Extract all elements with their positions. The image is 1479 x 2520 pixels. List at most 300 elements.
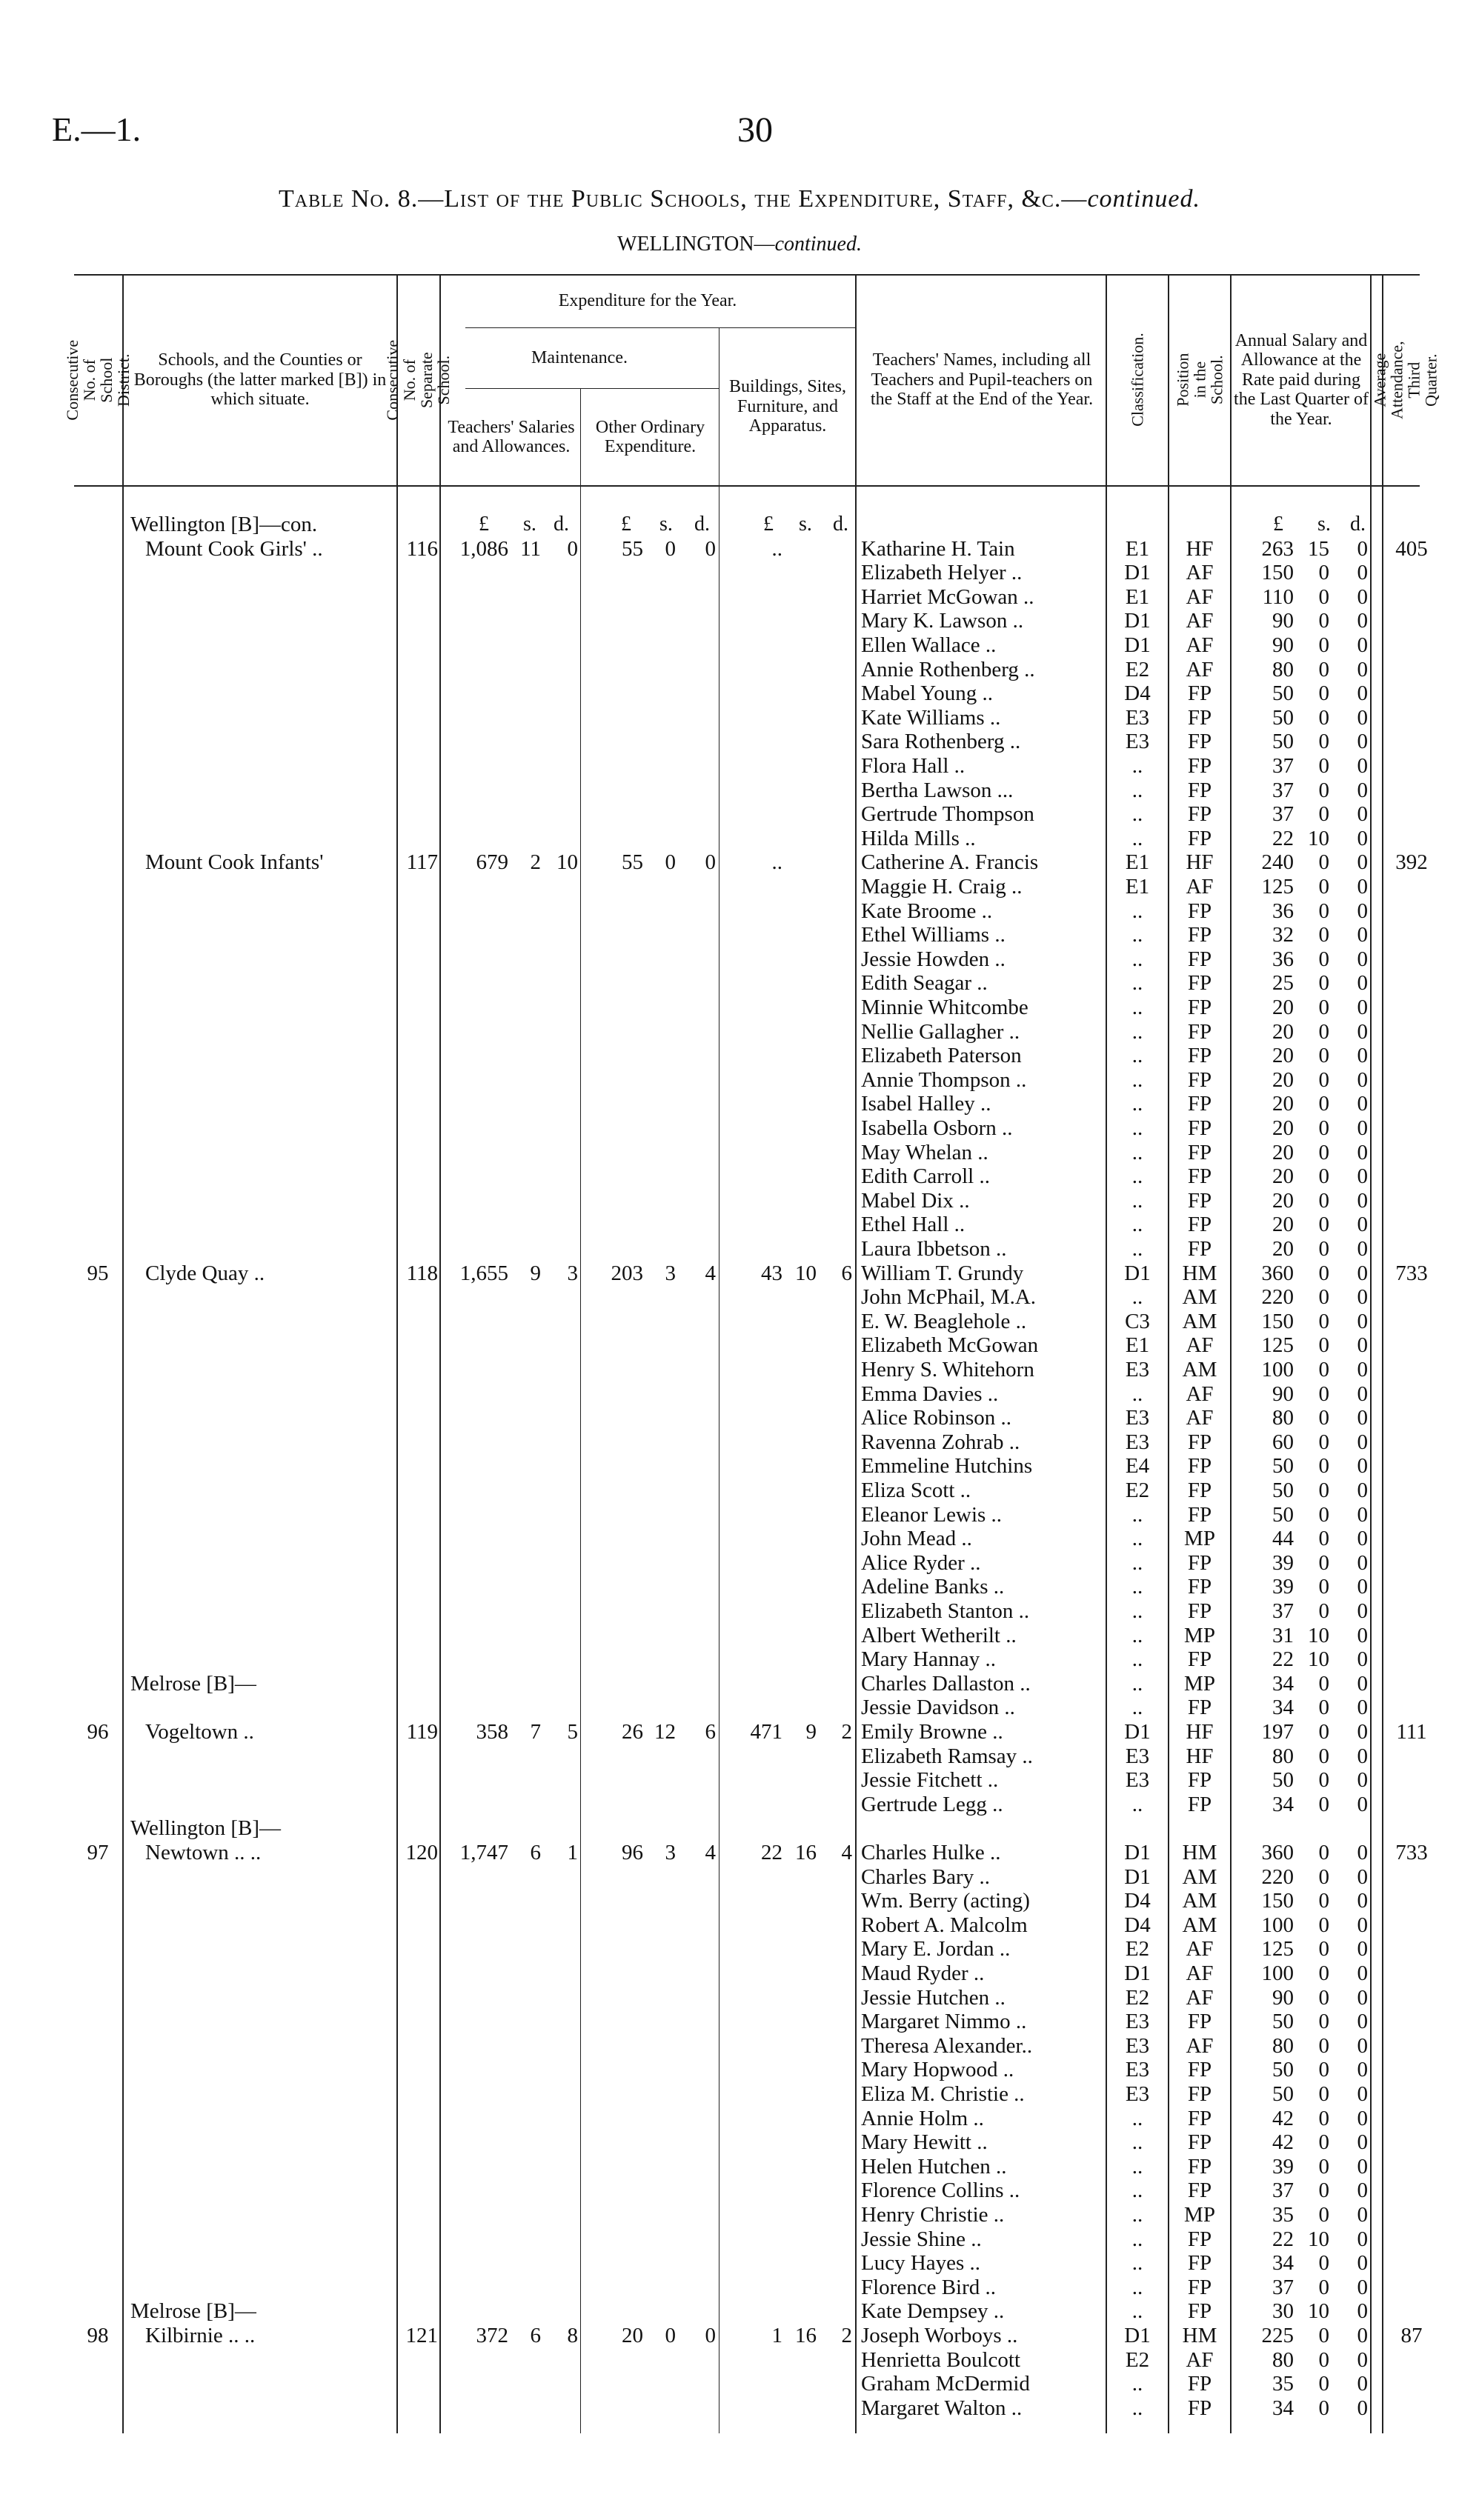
school-cell: Newtown .. .. — [145, 1841, 262, 1864]
annual-shillings-cell: 0 — [1318, 1768, 1329, 1793]
classification-cell: D1 — [1124, 561, 1151, 585]
annual-pence-cell: 0 — [1357, 1647, 1368, 1672]
teacher-name-cell: Annie Holm .. — [861, 2106, 984, 2130]
annual-pence-cell: 0 — [1357, 2299, 1368, 2324]
sep-school-cell: 119 — [406, 1720, 438, 1744]
position-cell: FP — [1187, 2251, 1212, 2276]
table-row — [0, 2324, 1479, 2348]
teacher-name-cell: Hilda Mills .. — [861, 826, 976, 850]
col-header-classification: Classification. — [1128, 333, 1147, 427]
other-pence-cell: 4 — [705, 1841, 716, 1864]
annual-pence-cell: 0 — [1357, 1454, 1368, 1479]
teacher-name-cell: Eliza M. Christie .. — [861, 2082, 1025, 2106]
table-row — [0, 2276, 1479, 2300]
classification-cell: D4 — [1124, 1913, 1151, 1937]
teacher-name-cell: Maud Ryder .. — [861, 1961, 985, 1985]
other-pounds-cell: 55 — [622, 536, 643, 561]
classification-cell: .. — [1131, 1527, 1143, 1551]
position-cell: HM — [1182, 1841, 1217, 1864]
table-row — [0, 1768, 1479, 1793]
annual-shillings-cell: 0 — [1318, 1864, 1329, 1889]
other-pence-cell: 0 — [705, 2324, 716, 2347]
other-shillings-cell: 3 — [665, 1841, 676, 1864]
annual-pounds-cell: 220 — [1261, 1285, 1294, 1310]
annual-pounds-cell: 34 — [1272, 1696, 1294, 1720]
classification-cell: .. — [1131, 2275, 1143, 2299]
annual-shillings-cell: 0 — [1318, 1213, 1329, 1237]
teacher-name-cell: Henry S. Whitehorn — [861, 1358, 1034, 1381]
sep-school-cell: 118 — [406, 1261, 438, 1285]
position-cell: AF — [1186, 561, 1214, 585]
annual-pence-cell: 0 — [1357, 1164, 1368, 1189]
classification-cell: .. — [1131, 1647, 1143, 1672]
annual-pounds-cell: 22 — [1272, 2227, 1294, 2251]
table-row — [0, 1358, 1479, 1382]
salary-pounds-cell: 1,655 — [459, 1261, 508, 1285]
table-row — [0, 1841, 1479, 1865]
teacher-name-cell: Katharine H. Tain — [861, 536, 1015, 561]
annual-shillings-cell: 0 — [1318, 802, 1329, 827]
other-pounds-cell: 20 — [622, 2324, 643, 2347]
classification-cell: E3 — [1125, 705, 1150, 730]
teacher-name-cell: Mary Hewitt .. — [861, 2130, 988, 2155]
table-row — [0, 779, 1479, 803]
buildings-shillings-cell: 9 — [805, 1720, 817, 1744]
position-cell: FP — [1187, 2299, 1212, 2324]
annual-shillings-cell: 0 — [1318, 2372, 1329, 2396]
buildings-pence-cell: 2 — [841, 1720, 852, 1744]
annual-pence-cell: 0 — [1357, 996, 1368, 1019]
annual-pence-cell: 0 — [1357, 1696, 1368, 1720]
classification-cell: .. — [1131, 971, 1143, 996]
annual-pence-cell: 0 — [1357, 1285, 1368, 1310]
sep-school-cell: 120 — [405, 1841, 438, 1864]
annual-pounds-cell: 90 — [1272, 1985, 1294, 2010]
position-cell: FP — [1187, 1768, 1212, 1793]
annual-pence-cell: 0 — [1357, 826, 1368, 850]
annual-pounds-cell: 80 — [1272, 1744, 1294, 1768]
position-cell: AF — [1186, 2033, 1214, 2058]
salary-pence-cell: 8 — [567, 2324, 578, 2347]
other-pounds-cell: 26 — [622, 1720, 643, 1744]
classification-cell: .. — [1131, 2227, 1143, 2251]
annual-shillings-cell: 0 — [1318, 1019, 1329, 1044]
teacher-name-cell: Kate Dempsey .. — [861, 2299, 1005, 2324]
annual-shillings-cell: 0 — [1318, 1067, 1329, 1092]
position-cell: AM — [1182, 1285, 1217, 1310]
classification-cell: .. — [1131, 1502, 1143, 1527]
position-cell: AF — [1186, 2347, 1214, 2372]
sep-school-cell: 117 — [406, 850, 438, 875]
position-cell: FP — [1187, 2010, 1212, 2034]
classification-cell: .. — [1131, 2251, 1143, 2276]
teacher-name-cell: Jessie Davidson .. — [861, 1696, 1015, 1720]
school-cell: Mount Cook Girls' .. — [145, 536, 323, 561]
classification-cell: .. — [1131, 2299, 1143, 2324]
table-row — [0, 827, 1479, 851]
annual-shillings-cell: 0 — [1318, 947, 1329, 971]
annual-pounds-cell: 37 — [1272, 2179, 1294, 2203]
table-row — [0, 947, 1479, 972]
table-row — [0, 1044, 1479, 1068]
table-row — [0, 2010, 1479, 2034]
teacher-name-cell: Ethel Williams .. — [861, 923, 1006, 947]
classification-cell: E3 — [1125, 2033, 1150, 2058]
teacher-name-cell: Eliza Scott .. — [861, 1479, 971, 1502]
table-row — [0, 2130, 1479, 2155]
teacher-name-cell: Helen Hutchen .. — [861, 2154, 1007, 2179]
annual-shillings-cell: 0 — [1318, 2396, 1329, 2420]
buildings-pence-cell: 2 — [841, 2324, 852, 2347]
classification-cell: .. — [1131, 1575, 1143, 1599]
buildings-shillings-cell: 10 — [795, 1261, 817, 1285]
table-row — [0, 609, 1479, 633]
annual-pence-cell: 0 — [1357, 947, 1368, 971]
teacher-name-cell: Alice Robinson .. — [861, 1406, 1011, 1430]
annual-pence-cell: 0 — [1357, 1961, 1368, 1985]
table-row — [0, 2034, 1479, 2059]
position-cell: FP — [1187, 2082, 1212, 2106]
col-header-other: Other Ordinary Expenditure. — [595, 417, 705, 456]
classification-cell: .. — [1131, 2203, 1143, 2227]
annual-pence-cell: 0 — [1357, 536, 1368, 561]
position-cell: FP — [1187, 1502, 1212, 1527]
annual-pence-cell: 0 — [1357, 1479, 1368, 1502]
buildings-pounds-cell: 471 — [750, 1720, 782, 1744]
annual-shillings-cell: 0 — [1318, 1599, 1329, 1623]
table-row — [0, 681, 1479, 706]
annual-shillings-cell: 0 — [1318, 1164, 1329, 1189]
position-cell: FP — [1187, 1044, 1212, 1068]
classification-cell: .. — [1131, 947, 1143, 971]
classification-cell: D1 — [1124, 633, 1151, 657]
classification-cell: D1 — [1124, 1841, 1151, 1864]
annual-pounds-cell: 36 — [1272, 947, 1294, 971]
annual-pence-cell: 0 — [1357, 2324, 1368, 2347]
classification-cell: D1 — [1124, 1864, 1151, 1889]
annual-shillings-cell: 0 — [1318, 1575, 1329, 1599]
table-row — [0, 923, 1479, 947]
annual-shillings-cell: 0 — [1318, 923, 1329, 947]
position-cell: AF — [1186, 875, 1214, 899]
annual-pence-cell: 0 — [1357, 705, 1368, 730]
teacher-name-cell: Edith Carroll .. — [861, 1164, 990, 1189]
teacher-name-cell: Mary K. Lawson .. — [861, 609, 1024, 633]
table-row — [0, 2227, 1479, 2252]
table-row — [0, 1285, 1479, 1310]
annual-pence-cell: 0 — [1357, 850, 1368, 875]
classification-cell: D1 — [1124, 1720, 1151, 1744]
annual-pence-cell: 0 — [1357, 1406, 1368, 1430]
annual-pounds-cell: 100 — [1261, 1913, 1294, 1937]
position-cell: FP — [1187, 899, 1212, 923]
position-cell: FP — [1187, 996, 1212, 1019]
annual-pounds-cell: 34 — [1272, 1671, 1294, 1696]
annual-pence-cell: 0 — [1357, 1599, 1368, 1623]
annual-pounds-cell: 100 — [1261, 1358, 1294, 1381]
position-cell: FP — [1187, 2275, 1212, 2299]
annual-pence-cell: 0 — [1357, 2033, 1368, 2058]
annual-pounds-cell: 80 — [1272, 2033, 1294, 2058]
annual-shillings-cell: 10 — [1308, 1623, 1329, 1647]
annual-pence-cell: 0 — [1357, 2130, 1368, 2155]
teacher-name-cell: Catherine A. Francis — [861, 850, 1039, 875]
table-row — [0, 2372, 1479, 2396]
classification-cell: .. — [1131, 923, 1143, 947]
position-cell: FP — [1187, 2396, 1212, 2420]
annual-pounds-cell: 80 — [1272, 657, 1294, 681]
table-row — [0, 1454, 1479, 1479]
position-cell: FP — [1187, 2227, 1212, 2251]
annual-pence-cell: 0 — [1357, 2372, 1368, 2396]
annual-pence-cell: 0 — [1357, 1067, 1368, 1092]
annual-shillings-cell: 0 — [1318, 850, 1329, 875]
teacher-name-cell: Theresa Alexander.. — [861, 2033, 1033, 2058]
annual-pounds-cell: 50 — [1272, 2010, 1294, 2034]
other-shillings-cell: 0 — [665, 2324, 676, 2347]
position-cell: FP — [1187, 2106, 1212, 2130]
classification-cell: D4 — [1124, 681, 1151, 706]
annual-pence-cell: 0 — [1357, 1044, 1368, 1068]
annual-pounds-cell: 22 — [1272, 826, 1294, 850]
classification-cell: .. — [1131, 2372, 1143, 2396]
annual-shillings-cell: 0 — [1318, 1430, 1329, 1454]
classification-cell: E1 — [1125, 584, 1150, 609]
table-row — [0, 561, 1479, 585]
annual-shillings-cell: 0 — [1318, 2324, 1329, 2347]
school-cell: Wellington [B]—con. — [130, 513, 318, 536]
table-row — [0, 971, 1479, 996]
position-cell: FP — [1187, 2179, 1212, 2203]
annual-shillings-cell: 0 — [1318, 1550, 1329, 1575]
position-cell: HF — [1186, 536, 1214, 561]
position-cell: AF — [1186, 584, 1214, 609]
annual-shillings-cell: 0 — [1318, 1237, 1329, 1261]
annual-pounds-cell: 22 — [1272, 1647, 1294, 1672]
annual-pounds-cell: 20 — [1272, 1067, 1294, 1092]
table-row — [0, 2082, 1479, 2107]
classification-cell: E3 — [1125, 1430, 1150, 1454]
annual-shillings-cell: 0 — [1318, 705, 1329, 730]
annual-pence-cell: 0 — [1357, 802, 1368, 827]
annual-pounds-cell: 125 — [1261, 1333, 1294, 1358]
buildings-pounds-cell: .. — [771, 850, 782, 875]
position-cell: AF — [1186, 1937, 1214, 1961]
annual-shillings-cell: 0 — [1318, 2130, 1329, 2155]
classification-cell: .. — [1131, 1019, 1143, 1044]
buildings-pence-cell: 6 — [841, 1261, 852, 1285]
table-row — [0, 2299, 1479, 2324]
teacher-name-cell: Ravenna Zohrab .. — [861, 1430, 1020, 1454]
table-row — [0, 1720, 1479, 1744]
annual-shillings-cell: 0 — [1318, 1092, 1329, 1116]
position-cell: FP — [1187, 923, 1212, 947]
annual-pounds-cell: 263 — [1261, 536, 1294, 561]
teacher-name-cell: Jessie Fitchett .. — [861, 1768, 999, 1793]
annual-pounds-cell: 20 — [1272, 1044, 1294, 1068]
buildings-pence-cell: 4 — [841, 1841, 852, 1864]
teacher-name-cell: E. W. Beaglehole .. — [861, 1309, 1027, 1333]
classification-cell: .. — [1131, 1116, 1143, 1140]
position-cell: FP — [1187, 754, 1212, 778]
annual-pence-cell: 0 — [1357, 1792, 1368, 1816]
teacher-name-cell: Mabel Dix .. — [861, 1188, 970, 1213]
classification-cell: .. — [1131, 2396, 1143, 2420]
annual-shillings-cell: 0 — [1318, 1381, 1329, 1406]
attendance-cell: 87 — [1400, 2324, 1423, 2347]
attendance-cell: 392 — [1395, 850, 1428, 875]
annual-shillings-cell: 0 — [1318, 730, 1329, 754]
teacher-name-cell: Charles Bary .. — [861, 1864, 990, 1889]
teacher-name-cell: Jessie Shine .. — [861, 2227, 982, 2251]
salary-shillings-cell: 9 — [530, 1261, 541, 1285]
classification-cell: E4 — [1125, 1454, 1150, 1479]
table-row — [0, 2179, 1479, 2203]
salary-pence-cell: 10 — [556, 850, 578, 875]
annual-shillings-cell: 0 — [1318, 1479, 1329, 1502]
position-cell: FP — [1187, 971, 1212, 996]
position-cell: FP — [1187, 1599, 1212, 1623]
annual-pence-cell: 0 — [1357, 1623, 1368, 1647]
table-row — [0, 1164, 1479, 1189]
position-cell: FP — [1187, 705, 1212, 730]
position-cell: MP — [1184, 1527, 1215, 1551]
unit-pence: d. — [554, 513, 569, 536]
annual-pence-cell: 0 — [1357, 2275, 1368, 2299]
annual-pence-cell: 0 — [1357, 2251, 1368, 2276]
classification-cell: .. — [1131, 1671, 1143, 1696]
classification-cell: .. — [1131, 2179, 1143, 2203]
annual-pounds-cell: 225 — [1261, 2324, 1294, 2347]
classification-cell: .. — [1131, 1188, 1143, 1213]
annual-pence-cell: 0 — [1357, 1720, 1368, 1744]
classification-cell: .. — [1131, 1140, 1143, 1164]
classification-cell: .. — [1131, 1237, 1143, 1261]
salary-pence-cell: 5 — [567, 1720, 578, 1744]
annual-pence-cell: 0 — [1357, 778, 1368, 802]
classification-cell: E1 — [1125, 850, 1150, 875]
annual-pence-cell: 0 — [1357, 1430, 1368, 1454]
position-cell: FP — [1187, 681, 1212, 706]
table-row — [0, 1599, 1479, 1624]
table-row — [0, 1889, 1479, 1913]
annual-shillings-cell: 0 — [1318, 1841, 1329, 1864]
annual-shillings-cell: 10 — [1308, 826, 1329, 850]
table-row — [0, 1213, 1479, 1237]
table-row — [0, 585, 1479, 610]
annual-pounds-cell: 37 — [1272, 778, 1294, 802]
annual-shillings-cell: 10 — [1308, 2227, 1329, 2251]
position-cell: AM — [1182, 1309, 1217, 1333]
annual-pence-cell: 0 — [1357, 1671, 1368, 1696]
salary-pence-cell: 0 — [567, 536, 578, 561]
teacher-name-cell: Charles Hulke .. — [861, 1841, 1001, 1864]
teacher-name-cell: Graham McDermid — [861, 2372, 1030, 2396]
other-pence-cell: 0 — [705, 850, 716, 875]
annual-pounds-cell: 20 — [1272, 1140, 1294, 1164]
other-pence-cell: 4 — [705, 1261, 716, 1285]
teacher-name-cell: Elizabeth Paterson — [861, 1044, 1022, 1068]
classification-cell: .. — [1131, 1623, 1143, 1647]
annual-pounds-cell: 39 — [1272, 1575, 1294, 1599]
teacher-name-cell: Bertha Lawson ... — [861, 778, 1014, 802]
other-pounds-cell: 55 — [622, 850, 643, 875]
annual-shillings-cell: 0 — [1318, 1696, 1329, 1720]
annual-pence-cell: 0 — [1357, 1333, 1368, 1358]
annual-pounds-cell: 20 — [1272, 1213, 1294, 1237]
position-cell: HM — [1182, 1261, 1217, 1285]
table-row — [0, 1406, 1479, 1430]
annual-pounds-cell: 20 — [1272, 1164, 1294, 1189]
table-row — [0, 2107, 1479, 2131]
annual-shillings-cell: 0 — [1318, 2179, 1329, 2203]
annual-pounds-cell: 39 — [1272, 1550, 1294, 1575]
position-cell: FP — [1187, 802, 1212, 827]
classification-cell: .. — [1131, 826, 1143, 850]
table-row — [0, 754, 1479, 779]
annual-pence-cell: 0 — [1357, 1527, 1368, 1551]
table-row — [0, 1382, 1479, 1407]
table-row — [0, 2396, 1479, 2421]
table-row — [0, 899, 1479, 924]
annual-shillings-cell: 0 — [1318, 1333, 1329, 1358]
teacher-name-cell: Kate Williams .. — [861, 705, 1001, 730]
annual-shillings-cell: 0 — [1318, 2082, 1329, 2106]
table-row — [0, 1672, 1479, 1696]
attendance-cell: 405 — [1395, 536, 1428, 561]
teacher-name-cell: John McPhail, M.A. — [861, 1285, 1037, 1310]
annual-pence-cell: 0 — [1357, 584, 1368, 609]
position-cell: FP — [1187, 1575, 1212, 1599]
classification-cell: .. — [1131, 2154, 1143, 2179]
position-cell: FP — [1187, 2154, 1212, 2179]
classification-cell: .. — [1131, 1381, 1143, 1406]
teacher-name-cell: William T. Grundy — [861, 1261, 1024, 1285]
annual-pence-cell: 0 — [1357, 1550, 1368, 1575]
subtitle-continued: continued. — [774, 233, 862, 256]
annual-shillings-cell: 0 — [1318, 1527, 1329, 1551]
classification-cell: D1 — [1124, 609, 1151, 633]
annual-pence-cell: 0 — [1357, 2082, 1368, 2106]
teacher-name-cell: Margaret Nimmo .. — [861, 2010, 1027, 2034]
annual-shillings-cell: 0 — [1318, 1116, 1329, 1140]
annual-pence-cell: 0 — [1357, 1985, 1368, 2010]
annual-shillings-cell: 0 — [1318, 1889, 1329, 1913]
classification-cell: .. — [1131, 1599, 1143, 1623]
classification-cell: .. — [1131, 1550, 1143, 1575]
classification-cell: .. — [1131, 778, 1143, 802]
annual-pence-cell: 0 — [1357, 1937, 1368, 1961]
annual-pounds-cell: 42 — [1272, 2106, 1294, 2130]
annual-pounds-cell: 30 — [1272, 2299, 1294, 2324]
sep-school-cell: 116 — [406, 536, 438, 561]
buildings-pounds-cell: 1 — [771, 2324, 782, 2347]
table-row — [0, 1141, 1479, 1165]
annual-pounds-cell: 36 — [1272, 899, 1294, 923]
position-cell: FP — [1187, 1019, 1212, 1044]
classification-cell: .. — [1131, 1164, 1143, 1189]
attendance-cell: 111 — [1396, 1720, 1427, 1744]
annual-pence-cell: 0 — [1357, 2396, 1368, 2420]
school-cell: Wellington [B]— — [130, 1816, 282, 1841]
teacher-name-cell: Charles Dallaston .. — [861, 1671, 1031, 1696]
table-row — [0, 1189, 1479, 1213]
annual-pounds-cell: 32 — [1272, 923, 1294, 947]
table-subtitle — [0, 233, 1479, 256]
teacher-name-cell: Nellie Gallagher .. — [861, 1019, 1020, 1044]
table-row — [0, 1696, 1479, 1720]
table-row — [0, 1333, 1479, 1358]
